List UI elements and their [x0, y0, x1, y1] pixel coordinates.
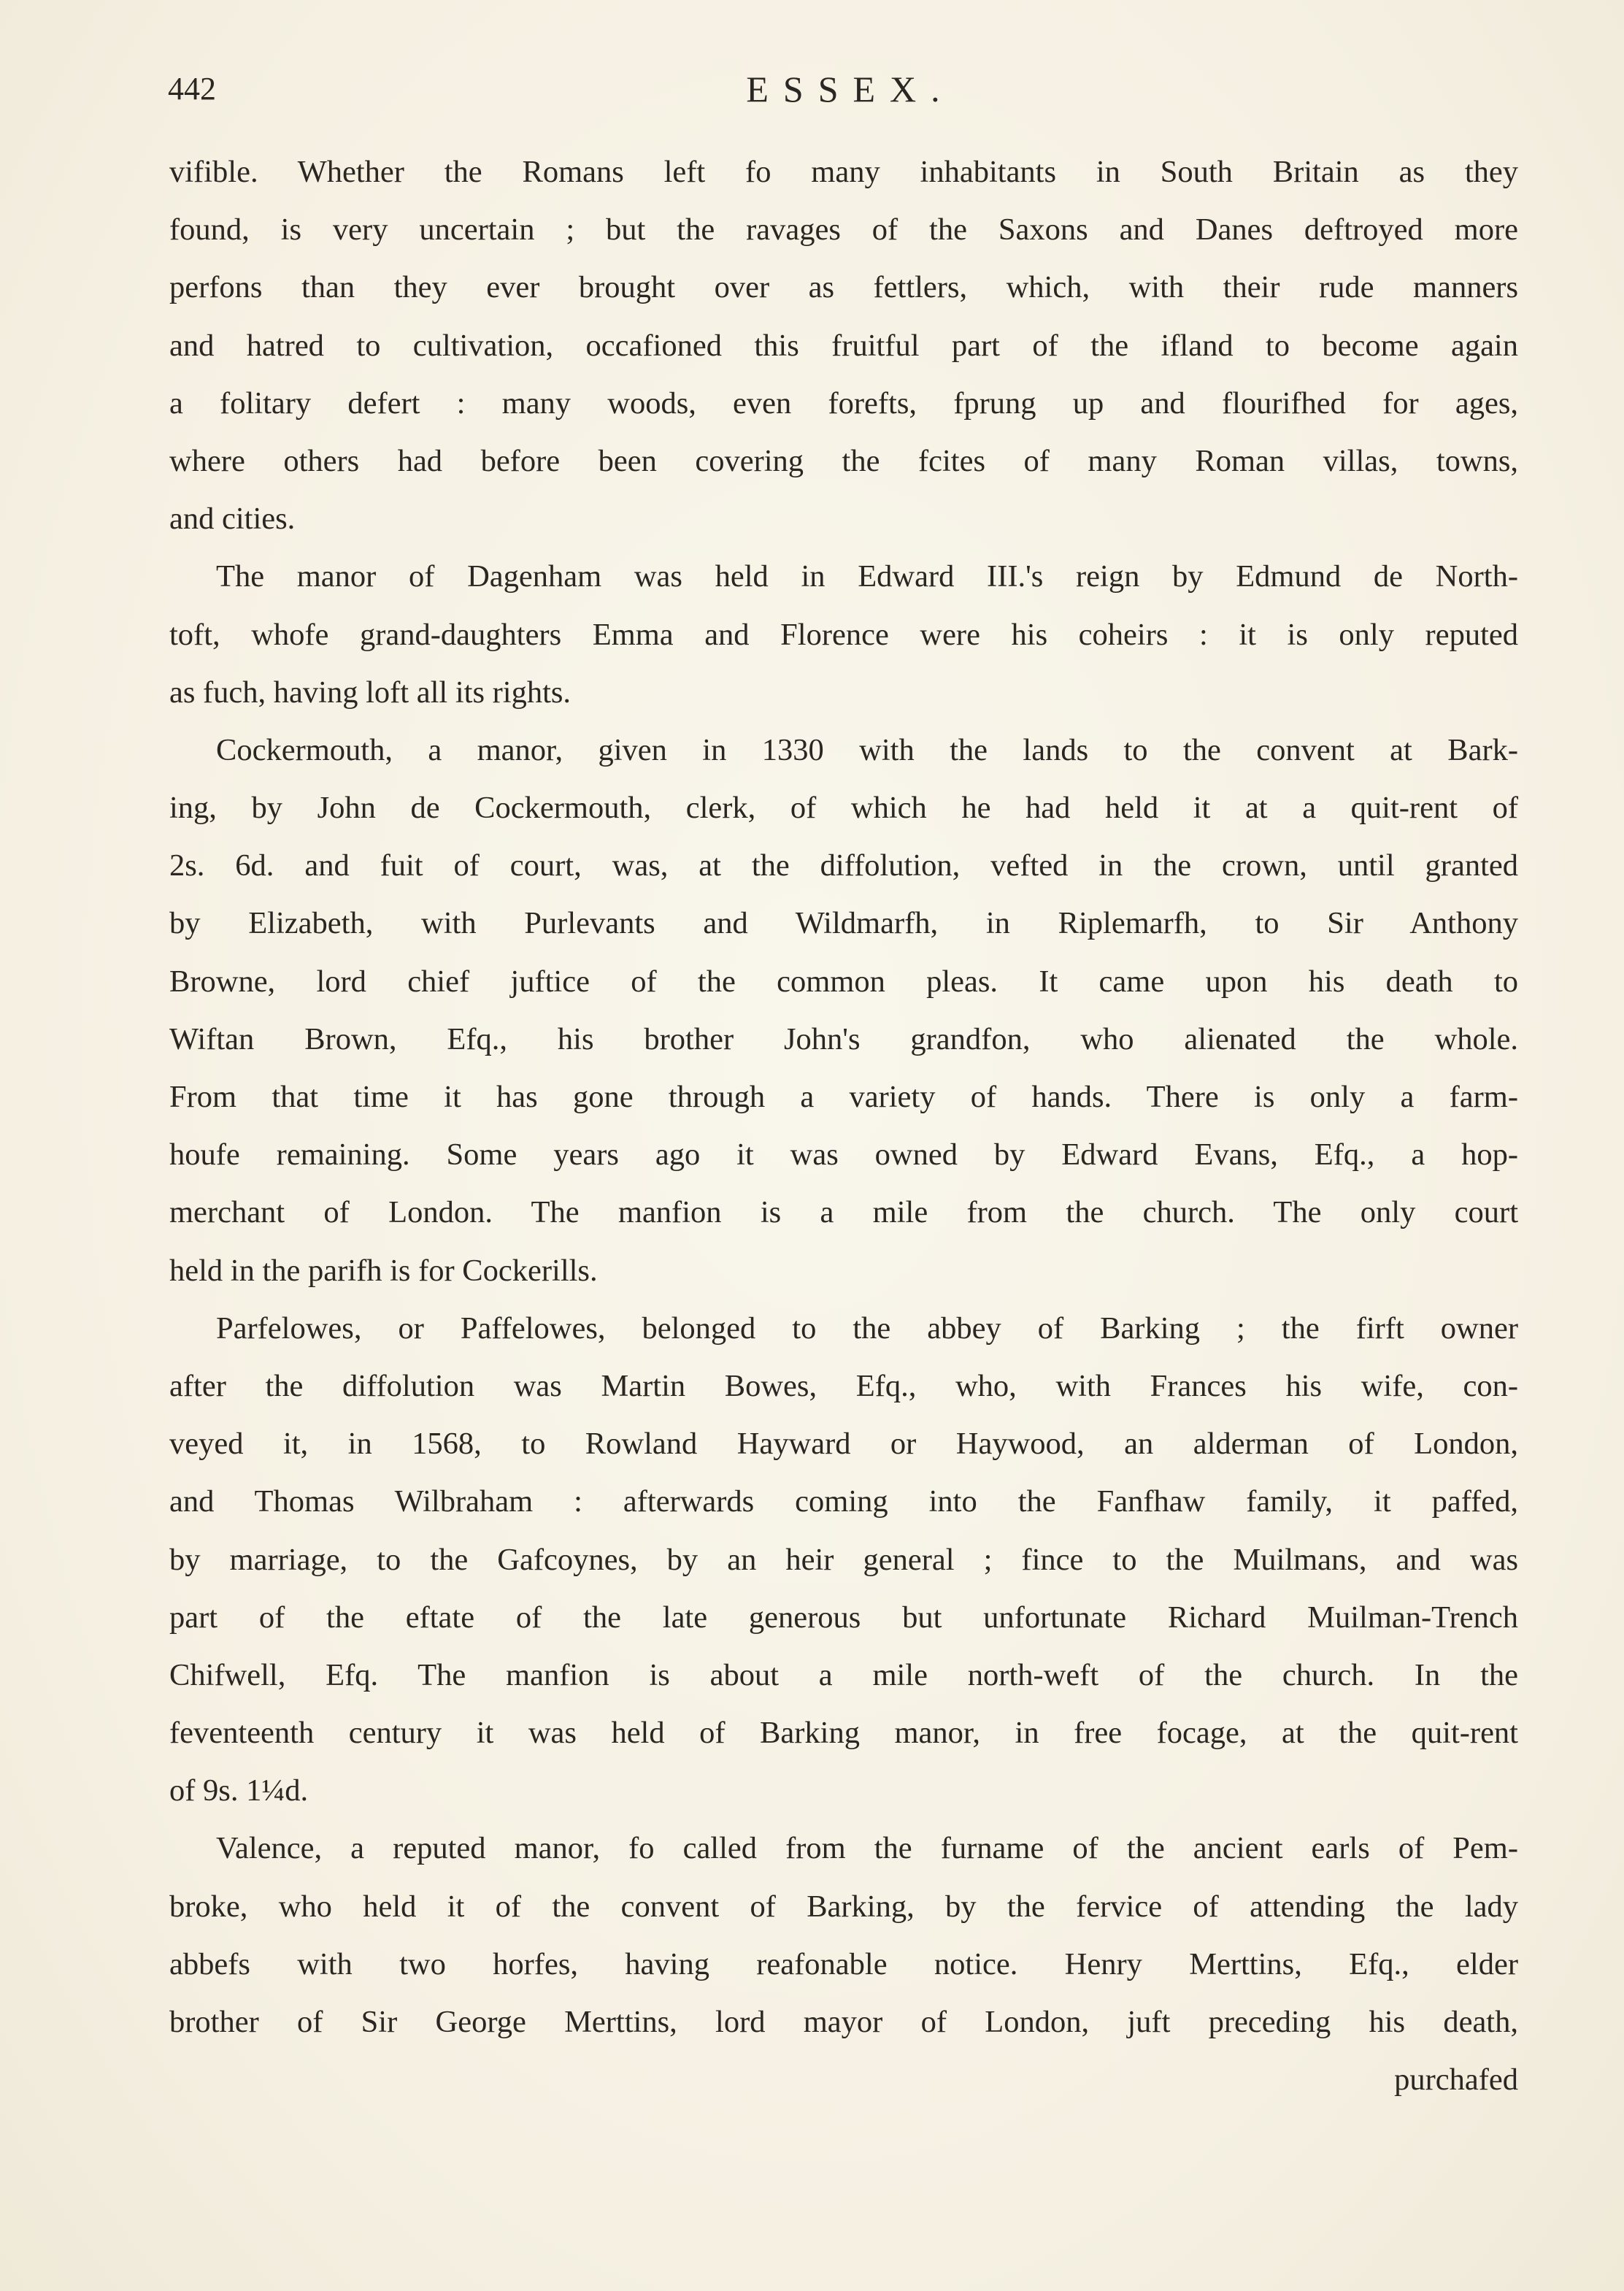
text-line: broke, who held it of the convent of Barking, by the fervice of attending the lady [169, 1889, 1518, 1924]
text-line: brother of Sir George Merttins, lord mayor of London, juft preceding his death, [169, 2005, 1518, 2039]
text-line: found, is very uncertain ; but the ravages of the Saxons and Danes deftroyed more [169, 212, 1518, 247]
text-line: Wiftan Brown, Efq., his brother John's grandfon, who alienated the whole. [169, 1021, 1518, 1056]
text-line: Parfelowes, or Paffelowes, belonged to the abbey of Barking ; the firft owner [216, 1310, 1518, 1346]
text-line: merchant of London. The manfion is a mile from the church. The only court [169, 1195, 1518, 1230]
text-line: after the diffolution was Martin Bowes, Efq., who, with Frances his wife, con- [169, 1368, 1518, 1403]
text-line: ing, by John de Cockermouth, clerk, of which he had held it at a quit-rent of [169, 791, 1518, 826]
text-line: feventeenth century it was held of Barking manor, in free focage, at the quit-rent [169, 1716, 1518, 1751]
page-header [168, 67, 1518, 111]
running-title: ESSEX. [746, 69, 955, 110]
body-text [169, 143, 1518, 2108]
text-line: abbefs with two horfes, having reafonable notice. Henry Merttins, Efq., elder [169, 1946, 1518, 1981]
text-line: as fuch, having loft all its rights. [169, 675, 572, 710]
text-line: of 9s. 1¼d. [169, 1773, 309, 1808]
page-number: 442 [168, 71, 216, 107]
text-line: The manor of Dagenham was held in Edward III.'s reign by Edmund de North- [216, 559, 1518, 594]
text-line: and hatred to cultivation, occafioned this fruitful part of the ifland to become again [169, 328, 1518, 363]
text-line: vifible. Whether the Romans left fo many inhabitants in South Britain as they [169, 155, 1518, 189]
text-line: part of the eftate of the late generous but unfortunate Richard Muilman-Trench [169, 1600, 1518, 1635]
text-line: where others had before been covering the fcites of many Roman villas, towns, [169, 443, 1518, 478]
text-line: Cockermouth, a manor, given in 1330 with the lands to the convent at Bark- [216, 732, 1518, 767]
text-line: houfe remaining. Some years ago it was owned by Edward Evans, Efq., a hop- [169, 1137, 1518, 1173]
catchword: purchafed [1394, 2062, 1518, 2098]
text-line: by marriage, to the Gafcoynes, by an heir general ; fince to the Muilmans, and was [169, 1542, 1518, 1577]
text-line: and Thomas Wilbraham : afterwards coming into the Fanfhaw family, it paffed, [169, 1484, 1518, 1519]
text-line: Browne, lord chief juftice of the common pleas. It came upon his death to [169, 964, 1518, 999]
text-line: Chifwell, Efq. The manfion is about a mile north-weft of the church. In the [169, 1657, 1518, 1692]
text-line: 2s. 6d. and fuit of court, was, at the diffolution, vefted in the crown, until granted [169, 848, 1518, 883]
text-line: and cities. [169, 502, 296, 537]
text-line: a folitary defert : many woods, even forefts, fprung up and flourifhed for ages, [169, 385, 1518, 421]
text-line: perfons than they ever brought over as fettlers, which, with their rude manners [169, 270, 1518, 305]
text-line: held in the parifh is for Cockerills. [169, 1253, 598, 1288]
text-line: From that time it has gone through a variety of hands. There is only a farm- [169, 1080, 1518, 1114]
text-line: by Elizabeth, with Purlevants and Wildmarfh, in Riplemarfh, to Sir Anthony [169, 906, 1518, 941]
text-line: Valence, a reputed manor, fo called from the furname of the ancient earls of Pem- [216, 1831, 1518, 1866]
text-line: toft, whofe grand-daughters Emma and Florence were his coheirs : it is only reputed [169, 617, 1518, 652]
text-line: veyed it, in 1568, to Rowland Hayward or Haywood, an alderman of London, [169, 1427, 1518, 1462]
